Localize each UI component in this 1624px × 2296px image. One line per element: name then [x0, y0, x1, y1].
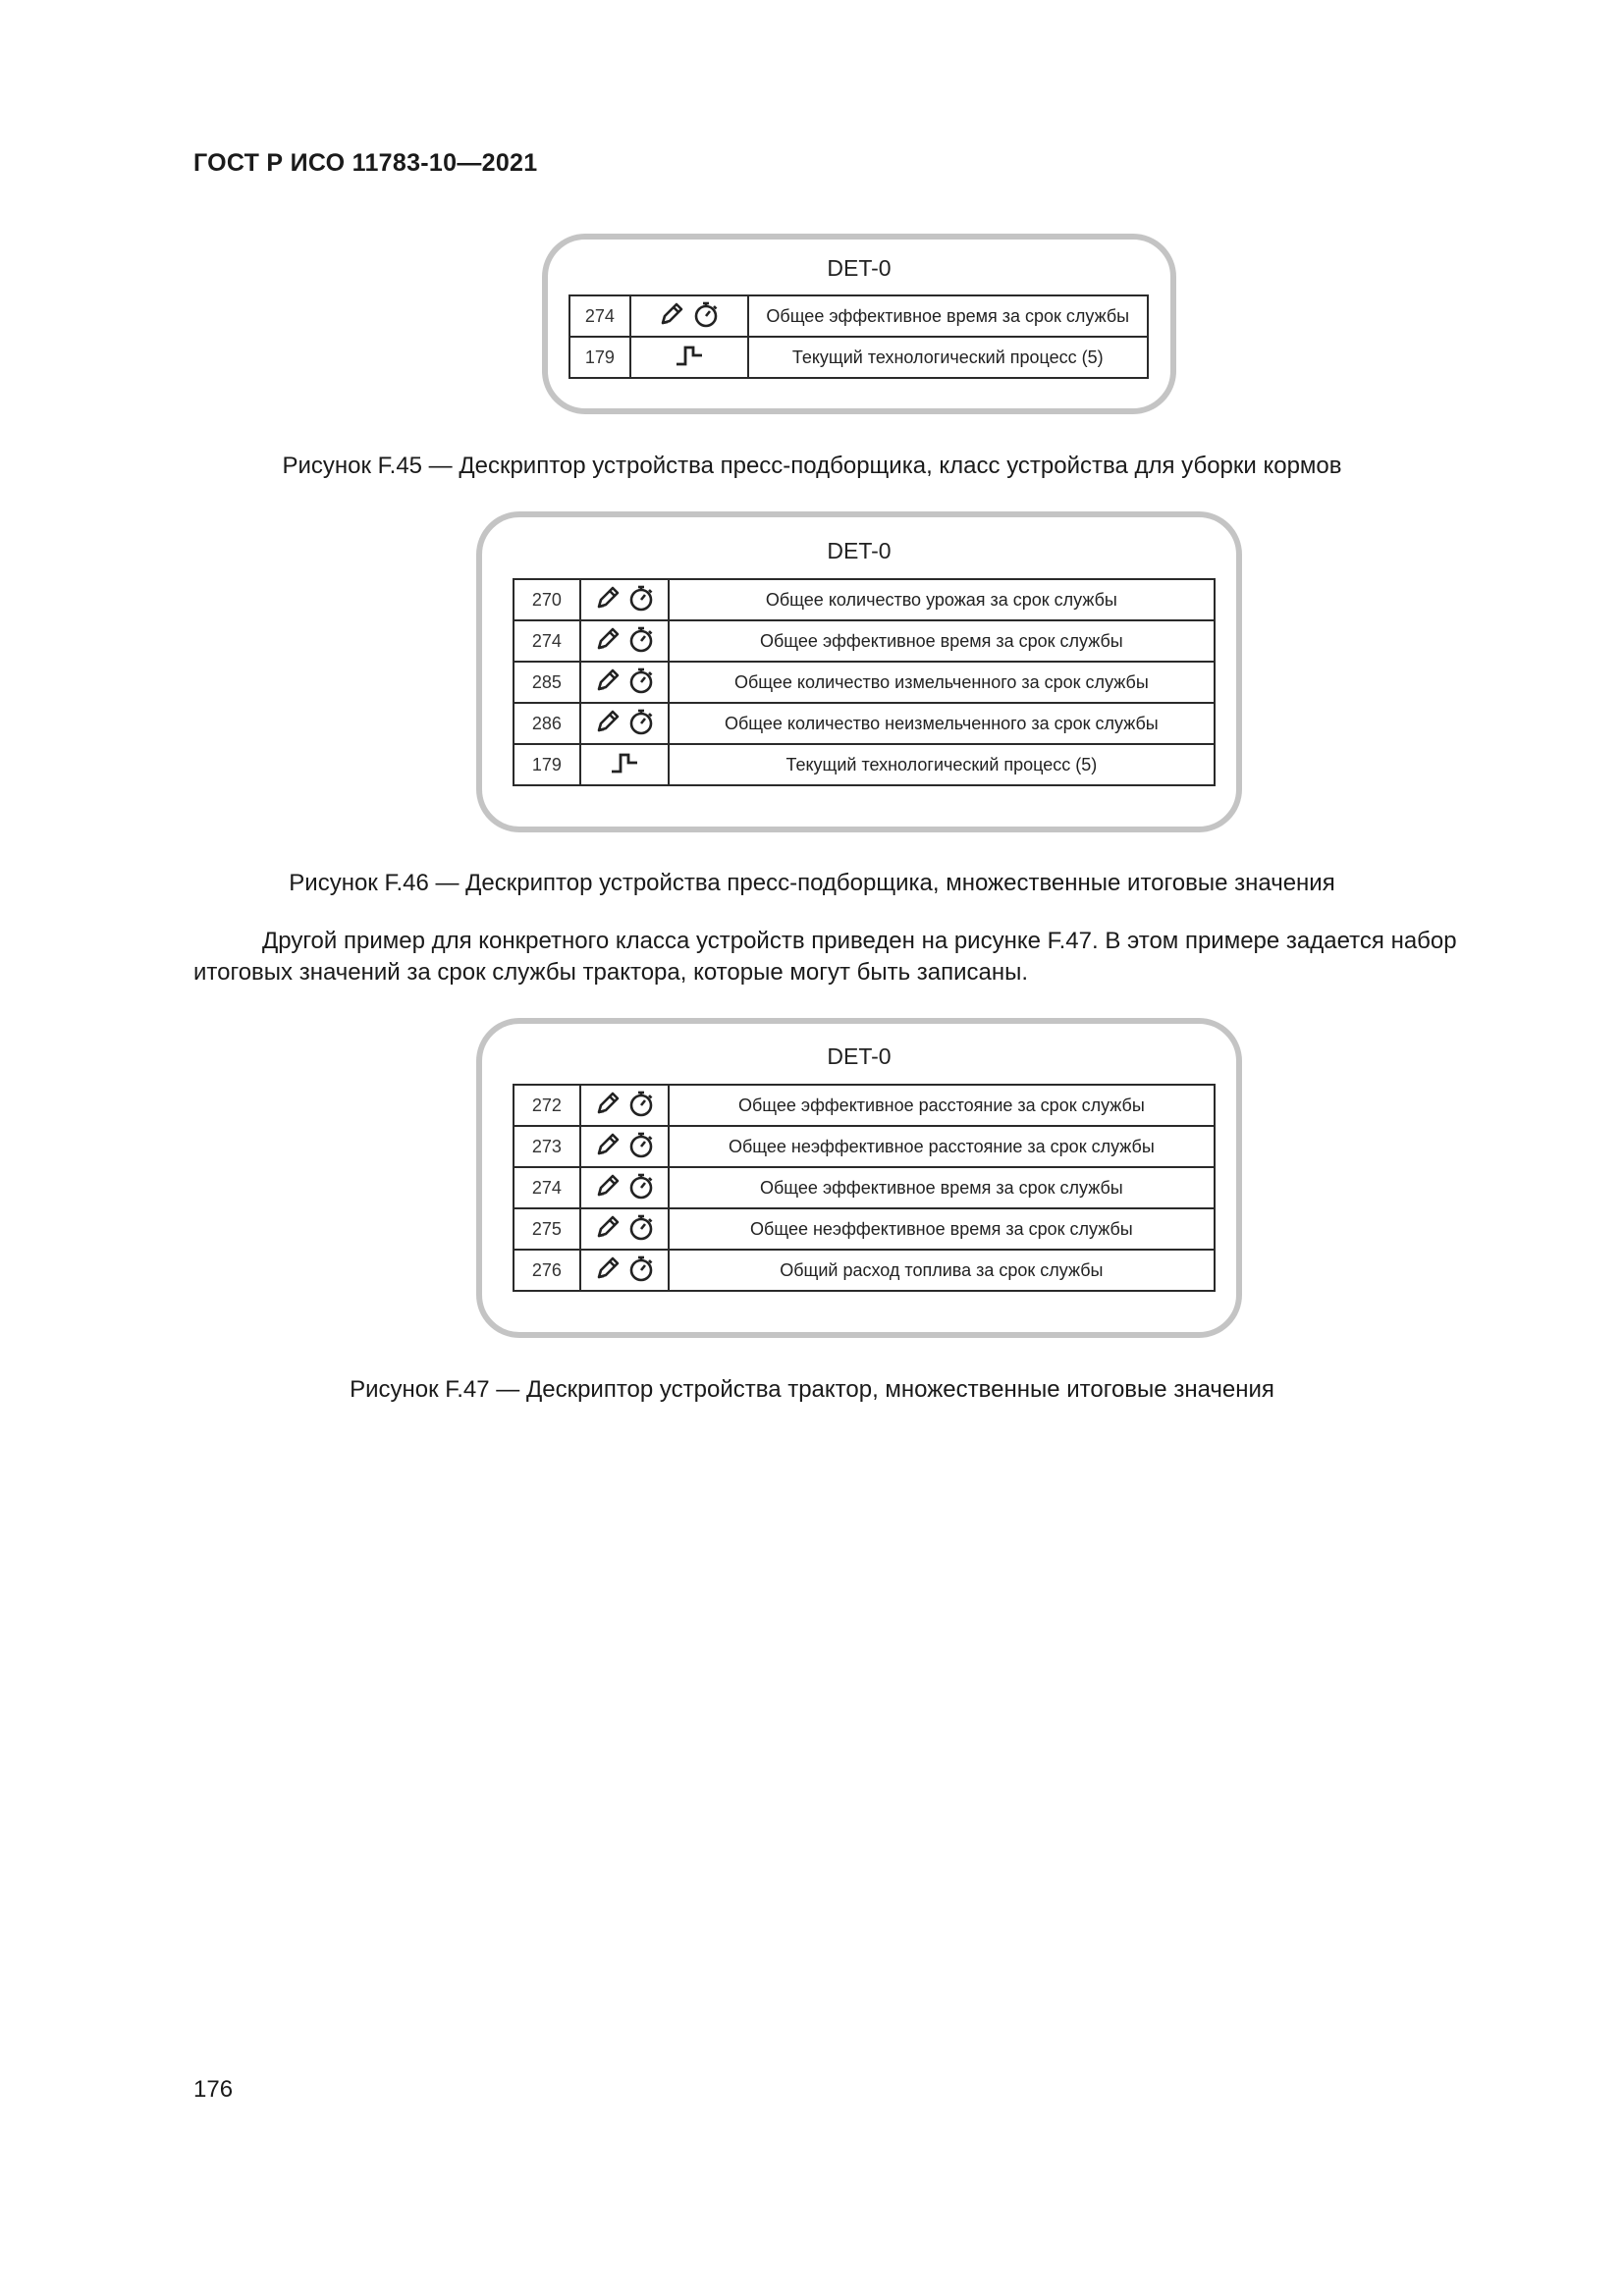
- figure-f45-table: [568, 294, 1149, 379]
- row-id: 179: [514, 744, 580, 785]
- stopwatch-icon: [626, 1171, 656, 1205]
- row-description: Общее неэффективное расстояние за срок службы: [669, 1126, 1215, 1167]
- pencil-icon: [593, 1130, 623, 1164]
- row-description: Общее неэффективное время за срок службы: [669, 1208, 1215, 1250]
- table-row: [514, 1167, 1215, 1208]
- pencil-icon: [593, 1171, 623, 1205]
- pencil-icon: [593, 707, 623, 741]
- figure-f47-title: DET-0: [827, 1043, 892, 1069]
- row-icon-cell: [580, 744, 669, 785]
- pencil-icon: [593, 1254, 623, 1288]
- row-id: 273: [514, 1126, 580, 1167]
- figure-f47-caption: Рисунок F.47 — Дескриптор устройства трактор, множественные итоговые значения: [350, 1376, 1274, 1403]
- pencil-icon: [593, 666, 623, 700]
- row-id: 270: [514, 579, 580, 620]
- row-description: Общее количество неизмельченного за срок службы: [669, 703, 1215, 744]
- row-icon-cell: [580, 620, 669, 662]
- table-row: [514, 662, 1215, 703]
- row-description: Общее эффективное время за срок службы: [669, 620, 1215, 662]
- stopwatch-icon: [691, 299, 721, 334]
- pencil-icon: [593, 1212, 623, 1247]
- stopwatch-icon: [626, 1212, 656, 1247]
- figure-f45-title: DET-0: [827, 255, 892, 281]
- body-paragraph: Другой пример для конкретного класса устройств приведен на рисунке F.47. В этом примере задается набор итоговых значений за срок службы трактора, которые могут быть записаны.: [193, 928, 1457, 986]
- row-id: 276: [514, 1250, 580, 1291]
- table-row: [514, 1250, 1215, 1291]
- table-row: [514, 744, 1215, 785]
- row-icon-cell: [580, 1167, 669, 1208]
- row-icon-cell: [630, 295, 748, 337]
- row-icon-cell: [580, 1250, 669, 1291]
- row-id: 285: [514, 662, 580, 703]
- row-id: 274: [514, 620, 580, 662]
- stopwatch-icon: [626, 1130, 656, 1164]
- row-description: Текущий технологический процесс (5): [669, 744, 1215, 785]
- row-icon-cell: [630, 337, 748, 378]
- row-id: 286: [514, 703, 580, 744]
- pencil-icon: [657, 299, 686, 334]
- row-icon-cell: [580, 662, 669, 703]
- row-description: Общее количество измельченного за срок службы: [669, 662, 1215, 703]
- stopwatch-icon: [626, 624, 656, 659]
- pencil-icon: [593, 1089, 623, 1123]
- table-row: [514, 703, 1215, 744]
- figure-f46-frame: [476, 511, 1242, 832]
- table-row: [514, 1085, 1215, 1126]
- table-row: [569, 295, 1148, 337]
- row-icon-cell: [580, 1208, 669, 1250]
- stopwatch-icon: [626, 1089, 656, 1123]
- row-description: Общий расход топлива за срок службы: [669, 1250, 1215, 1291]
- table-row: [569, 337, 1148, 378]
- row-icon-cell: [580, 579, 669, 620]
- pencil-icon: [593, 583, 623, 617]
- row-description: Общее количество урожая за срок службы: [669, 579, 1215, 620]
- figure-f46-title: DET-0: [827, 538, 892, 563]
- row-icon-cell: [580, 1126, 669, 1167]
- step-signal-icon: [609, 750, 640, 780]
- row-icon-cell: [580, 1085, 669, 1126]
- figure-f47-table: [513, 1084, 1216, 1292]
- page-number: 176: [193, 2076, 234, 2103]
- row-icon-cell: [580, 703, 669, 744]
- row-description: Общее эффективное время за срок службы: [748, 295, 1148, 337]
- table-row: [514, 620, 1215, 662]
- step-signal-icon: [674, 343, 705, 373]
- stopwatch-icon: [626, 707, 656, 741]
- row-id: 272: [514, 1085, 580, 1126]
- figure-f46-caption: Рисунок F.46 — Дескриптор устройства пресс-подборщика, множественные итоговые значения: [289, 870, 1335, 896]
- row-id: 275: [514, 1208, 580, 1250]
- stopwatch-icon: [626, 1254, 656, 1288]
- figure-f47-frame: [476, 1018, 1242, 1338]
- stopwatch-icon: [626, 666, 656, 700]
- document-header: ГОСТ Р ИСО 11783-10—2021: [193, 149, 538, 177]
- table-row: [514, 579, 1215, 620]
- row-id: 274: [569, 295, 630, 337]
- row-description: Текущий технологический процесс (5): [748, 337, 1148, 378]
- figure-f46-table: [513, 578, 1216, 786]
- pencil-icon: [593, 624, 623, 659]
- row-description: Общее эффективное время за срок службы: [669, 1167, 1215, 1208]
- row-description: Общее эффективное расстояние за срок службы: [669, 1085, 1215, 1126]
- table-row: [514, 1208, 1215, 1250]
- figure-f45-caption: Рисунок F.45 — Дескриптор устройства пресс-подборщика, класс устройства для уборки кормов: [282, 453, 1342, 479]
- stopwatch-icon: [626, 583, 656, 617]
- row-id: 179: [569, 337, 630, 378]
- table-row: [514, 1126, 1215, 1167]
- row-id: 274: [514, 1167, 580, 1208]
- figure-f45-frame: [542, 234, 1176, 414]
